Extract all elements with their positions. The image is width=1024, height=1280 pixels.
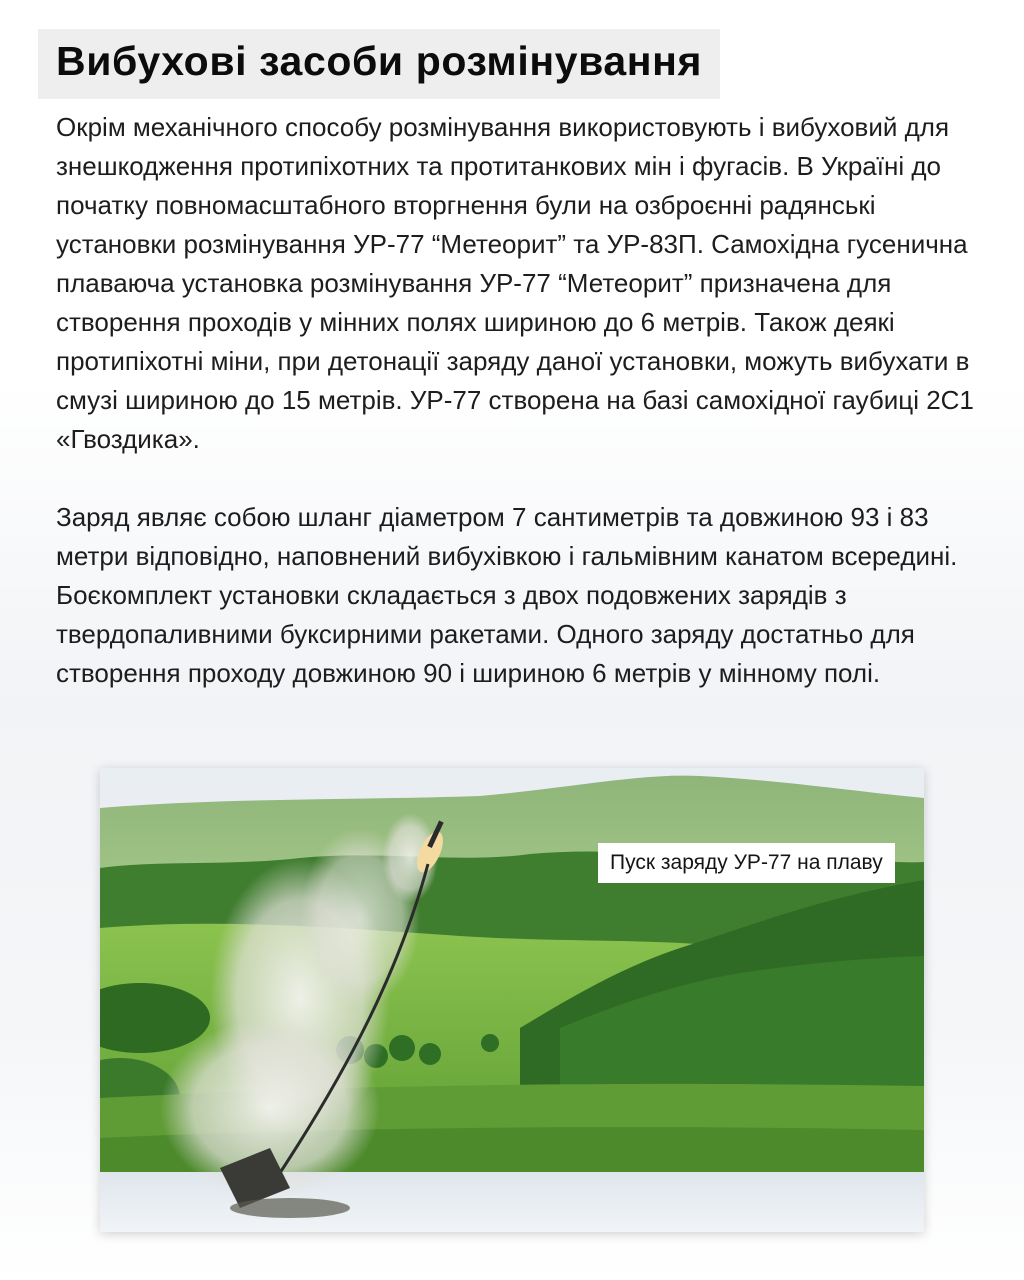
launch-photo <box>100 768 924 1232</box>
page-title: Вибухові засоби розмінування <box>56 38 703 84</box>
paragraph-1: Окрім механічного способу розмінування використовують і вибуховий для знешкодження протипіхотних та протитанкових мін і фугасів. В Україні до початку повномасштабного вторгнення були на озброєнні радянські установки розмінування УР-77 “Метеорит” та УР-83П. Самохідна гусенична плаваюча установка розмінування УР-77 “Метеорит” призначена для створення проходів у мінних полях шириною до 6 метрів. Також деякі протипіхотні міни, при детонації заряду даної установки, можуть вибухати в смузі шириною до 15 метрів. УР-77 створена на базі самохідної гаубиці 2С1 «Гвоздика». <box>56 112 974 454</box>
article-body <box>56 108 988 693</box>
launch-photo-illustration <box>100 768 924 1232</box>
paragraph-2: Заряд являє собою шланг діаметром 7 сантиметрів та довжиною 93 і 83 метри відповідно, наповнений вибухівкою і гальмівним канатом всередині. Боєкомплект установки складається з двох подовжених зарядів з твердопаливними буксирними ракетами. Одного заряду достатньо для створення проходу довжиною 90 і шириною 6 метрів у мінному полі. <box>56 502 958 688</box>
photo-caption: Пуск заряду УР-77 на плаву <box>598 843 895 883</box>
